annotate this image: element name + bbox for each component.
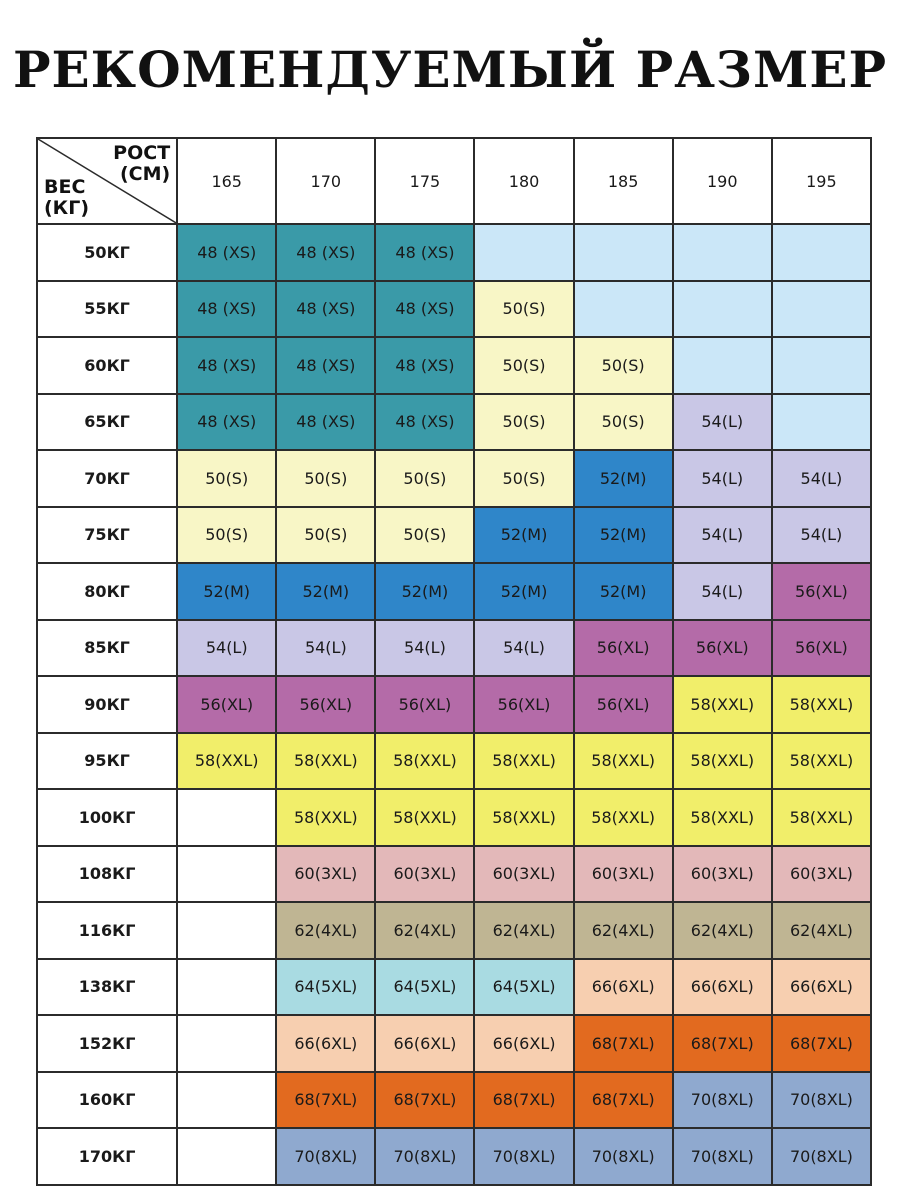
size-cell: 58(XXL) xyxy=(772,676,871,733)
size-cell: 56(XL) xyxy=(474,676,573,733)
size-cell: 54(L) xyxy=(772,507,871,564)
size-cell: 60(3XL) xyxy=(574,846,673,903)
height-header-180: 180 xyxy=(474,138,573,224)
size-cell: 54(L) xyxy=(673,507,772,564)
size-cell: 66(6XL) xyxy=(474,1015,573,1072)
size-cell: 52(M) xyxy=(474,563,573,620)
weight-label: 60КГ xyxy=(37,337,177,394)
size-cell: 58(XXL) xyxy=(772,733,871,790)
size-cell: 52(M) xyxy=(177,563,276,620)
size-cell: 62(4XL) xyxy=(574,902,673,959)
size-cell: 66(6XL) xyxy=(673,959,772,1016)
weight-label: 90КГ xyxy=(37,676,177,733)
size-cell xyxy=(177,959,276,1016)
size-cell xyxy=(772,394,871,451)
height-header-row xyxy=(37,138,871,224)
size-cell: 58(XXL) xyxy=(276,789,375,846)
table-row xyxy=(37,507,871,564)
height-header-175: 175 xyxy=(375,138,474,224)
size-cell: 70(8XL) xyxy=(474,1128,573,1185)
table-row xyxy=(37,1128,871,1185)
size-cell xyxy=(772,224,871,281)
size-cell: 48 (XS) xyxy=(177,394,276,451)
weight-label: 80КГ xyxy=(37,563,177,620)
size-cell: 68(7XL) xyxy=(772,1015,871,1072)
weight-label: 70КГ xyxy=(37,450,177,507)
table-row xyxy=(37,450,871,507)
height-label-line2: (СМ) xyxy=(119,163,171,185)
height-header-170: 170 xyxy=(276,138,375,224)
size-cell xyxy=(772,281,871,338)
size-cell: 58(XXL) xyxy=(673,676,772,733)
size-cell xyxy=(177,789,276,846)
size-cell: 60(3XL) xyxy=(673,846,772,903)
size-cell: 48 (XS) xyxy=(276,224,375,281)
size-cell: 48 (XS) xyxy=(375,281,474,338)
table-row xyxy=(37,733,871,790)
size-cell xyxy=(574,224,673,281)
size-cell: 64(5XL) xyxy=(375,959,474,1016)
size-cell: 68(7XL) xyxy=(673,1015,772,1072)
height-header-165: 165 xyxy=(177,138,276,224)
size-cell: 58(XXL) xyxy=(177,733,276,790)
weight-label: 75КГ xyxy=(37,507,177,564)
size-cell: 58(XXL) xyxy=(276,733,375,790)
size-cell: 66(6XL) xyxy=(772,959,871,1016)
size-cell: 52(M) xyxy=(276,563,375,620)
table-row xyxy=(37,394,871,451)
size-chart-body xyxy=(37,224,871,1185)
table-row xyxy=(37,789,871,846)
size-cell: 62(4XL) xyxy=(772,902,871,959)
size-cell: 70(8XL) xyxy=(276,1128,375,1185)
size-cell: 60(3XL) xyxy=(276,846,375,903)
height-header-195: 195 xyxy=(772,138,871,224)
size-cell: 56(XL) xyxy=(177,676,276,733)
size-cell: 62(4XL) xyxy=(375,902,474,959)
size-cell: 48 (XS) xyxy=(375,224,474,281)
height-header-190: 190 xyxy=(673,138,772,224)
size-cell: 52(M) xyxy=(574,507,673,564)
size-cell: 58(XXL) xyxy=(772,789,871,846)
size-cell: 70(8XL) xyxy=(673,1072,772,1129)
size-cell: 66(6XL) xyxy=(276,1015,375,1072)
size-cell: 58(XXL) xyxy=(375,733,474,790)
size-cell: 54(L) xyxy=(375,620,474,677)
size-cell: 66(6XL) xyxy=(574,959,673,1016)
size-cell: 58(XXL) xyxy=(673,789,772,846)
size-cell: 54(L) xyxy=(276,620,375,677)
weight-label-line1: ВЕС xyxy=(44,176,86,198)
weight-label: 95КГ xyxy=(37,733,177,790)
size-cell: 48 (XS) xyxy=(375,337,474,394)
weight-label: 55КГ xyxy=(37,281,177,338)
size-cell: 62(4XL) xyxy=(673,902,772,959)
size-cell: 52(M) xyxy=(574,563,673,620)
size-cell xyxy=(772,337,871,394)
height-header-185: 185 xyxy=(574,138,673,224)
size-cell: 48 (XS) xyxy=(276,281,375,338)
page-title: РЕКОМЕНДУЕМЫЙ РАЗМЕР xyxy=(12,40,888,99)
size-cell: 68(7XL) xyxy=(574,1072,673,1129)
size-cell: 48 (XS) xyxy=(177,337,276,394)
table-row xyxy=(37,846,871,903)
height-label-line1: РОСТ xyxy=(113,142,171,164)
table-row xyxy=(37,1015,871,1072)
size-cell xyxy=(177,1128,276,1185)
size-cell: 56(XL) xyxy=(276,676,375,733)
size-cell: 58(XXL) xyxy=(474,789,573,846)
size-cell xyxy=(673,224,772,281)
table-row xyxy=(37,959,871,1016)
weight-label: 170КГ xyxy=(37,1128,177,1185)
size-cell: 60(3XL) xyxy=(375,846,474,903)
size-cell: 50(S) xyxy=(375,450,474,507)
table-row xyxy=(37,620,871,677)
size-cell: 56(XL) xyxy=(574,676,673,733)
size-cell: 52(M) xyxy=(574,450,673,507)
size-cell: 50(S) xyxy=(276,450,375,507)
size-cell: 50(S) xyxy=(474,337,573,394)
weight-label: 160КГ xyxy=(37,1072,177,1129)
size-cell xyxy=(177,846,276,903)
size-cell: 62(4XL) xyxy=(474,902,573,959)
height-axis-label xyxy=(113,143,170,185)
weight-label: 116КГ xyxy=(37,902,177,959)
size-cell: 68(7XL) xyxy=(276,1072,375,1129)
size-cell: 50(S) xyxy=(574,337,673,394)
weight-label: 85КГ xyxy=(37,620,177,677)
weight-label: 65КГ xyxy=(37,394,177,451)
size-cell: 56(XL) xyxy=(772,563,871,620)
size-cell: 64(5XL) xyxy=(276,959,375,1016)
size-cell: 48 (XS) xyxy=(276,337,375,394)
table-row xyxy=(37,224,871,281)
size-cell: 70(8XL) xyxy=(673,1128,772,1185)
size-cell: 66(6XL) xyxy=(375,1015,474,1072)
size-cell: 68(7XL) xyxy=(375,1072,474,1129)
size-cell: 50(S) xyxy=(276,507,375,564)
size-cell: 68(7XL) xyxy=(574,1015,673,1072)
size-cell xyxy=(474,224,573,281)
size-cell: 50(S) xyxy=(177,507,276,564)
size-cell: 56(XL) xyxy=(375,676,474,733)
size-cell: 50(S) xyxy=(375,507,474,564)
size-cell: 48 (XS) xyxy=(177,281,276,338)
size-cell: 56(XL) xyxy=(772,620,871,677)
size-cell xyxy=(673,281,772,338)
size-cell: 58(XXL) xyxy=(474,733,573,790)
size-cell: 50(S) xyxy=(474,281,573,338)
size-cell: 48 (XS) xyxy=(375,394,474,451)
size-cell: 54(L) xyxy=(673,394,772,451)
table-row xyxy=(37,337,871,394)
weight-label: 100КГ xyxy=(37,789,177,846)
size-cell: 58(XXL) xyxy=(673,733,772,790)
size-cell: 50(S) xyxy=(177,450,276,507)
size-cell: 52(M) xyxy=(375,563,474,620)
size-cell: 58(XXL) xyxy=(574,733,673,790)
table-row xyxy=(37,676,871,733)
size-cell: 48 (XS) xyxy=(276,394,375,451)
weight-axis-label xyxy=(44,177,89,219)
size-cell: 68(7XL) xyxy=(474,1072,573,1129)
weight-label: 50КГ xyxy=(37,224,177,281)
size-cell: 54(L) xyxy=(177,620,276,677)
size-cell: 70(8XL) xyxy=(772,1128,871,1185)
size-cell xyxy=(177,902,276,959)
size-cell: 60(3XL) xyxy=(474,846,573,903)
size-cell: 58(XXL) xyxy=(375,789,474,846)
table-row xyxy=(37,902,871,959)
weight-label: 152КГ xyxy=(37,1015,177,1072)
size-cell: 70(8XL) xyxy=(574,1128,673,1185)
weight-label: 138КГ xyxy=(37,959,177,1016)
size-cell: 56(XL) xyxy=(574,620,673,677)
size-cell: 54(L) xyxy=(772,450,871,507)
size-cell: 54(L) xyxy=(673,563,772,620)
size-cell: 48 (XS) xyxy=(177,224,276,281)
size-cell: 64(5XL) xyxy=(474,959,573,1016)
size-cell xyxy=(574,281,673,338)
size-cell: 50(S) xyxy=(574,394,673,451)
size-cell xyxy=(177,1015,276,1072)
size-cell: 56(XL) xyxy=(673,620,772,677)
size-cell: 50(S) xyxy=(474,450,573,507)
size-cell: 70(8XL) xyxy=(375,1128,474,1185)
size-cell: 70(8XL) xyxy=(772,1072,871,1129)
corner-header-cell xyxy=(37,138,177,224)
size-cell xyxy=(673,337,772,394)
size-cell xyxy=(177,1072,276,1129)
table-row xyxy=(37,281,871,338)
size-cell: 50(S) xyxy=(474,394,573,451)
table-row xyxy=(37,563,871,620)
weight-label: 108КГ xyxy=(37,846,177,903)
size-cell: 60(3XL) xyxy=(772,846,871,903)
size-chart-table xyxy=(36,137,872,1186)
size-cell: 54(L) xyxy=(673,450,772,507)
size-cell: 62(4XL) xyxy=(276,902,375,959)
size-cell: 58(XXL) xyxy=(574,789,673,846)
size-cell: 52(M) xyxy=(474,507,573,564)
weight-label-line2: (КГ) xyxy=(44,197,90,219)
size-cell: 54(L) xyxy=(474,620,573,677)
table-row xyxy=(37,1072,871,1129)
